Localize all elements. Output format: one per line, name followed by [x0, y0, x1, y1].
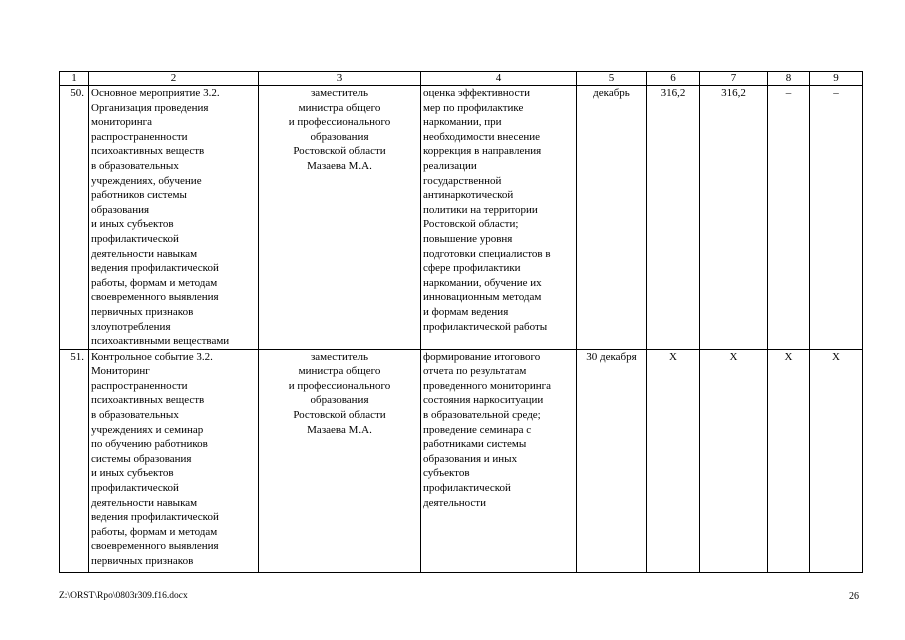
result-cell: оценка эффективности мер по профилактике наркомании, при необходимости внесение коррекция в направления реализации государственной антинаркотической политики на территории Ростовской области; повышение уровня подготовки специалистов в сфере профилактики наркомании, обучение их инновационным методам и формам ведения профилактической работы — [421, 86, 577, 350]
activity-cell: Контрольное событие 3.2. Мониторинг распространенности психоактивных веществ в образовательных учреждениях и семинар по обучению работников системы образования и иных субъектов профилактической деятельности навыкам ведения профилактической работы, формам и методам своевременного выявления первичных признаков — [89, 349, 259, 572]
table-header-row — [60, 72, 863, 86]
result-cell: формирование итогового отчета по результатам проведенного мониторинга состояния наркоситуации в образовательной среде; проведение семинара с работниками системы образования и иных субъектов профилактической деятельности — [421, 349, 577, 572]
header-cell: 6 — [647, 72, 700, 86]
col9-cell: Х — [810, 349, 863, 572]
col6-cell: Х — [647, 349, 700, 572]
table-row — [60, 86, 863, 350]
row-number: 50. — [60, 86, 89, 350]
header-cell: 9 — [810, 72, 863, 86]
col8-cell: Х — [768, 349, 810, 572]
col8-cell: – — [768, 86, 810, 350]
footer-file-path: Z:\ORST\Rpo\0803r309.f16.docx — [59, 591, 188, 601]
header-cell: 8 — [768, 72, 810, 86]
term-cell: декабрь — [577, 86, 647, 350]
row-number: 51. — [60, 349, 89, 572]
table-row — [60, 349, 863, 572]
header-cell: 2 — [89, 72, 259, 86]
term-cell: 30 декабря — [577, 349, 647, 572]
header-cell: 4 — [421, 72, 577, 86]
col6-cell: 316,2 — [647, 86, 700, 350]
header-cell: 3 — [259, 72, 421, 86]
page-number: 26 — [849, 591, 859, 602]
col7-cell: 316,2 — [700, 86, 768, 350]
header-cell: 1 — [60, 72, 89, 86]
measures-table — [59, 71, 863, 573]
responsible-cell: заместитель министра общего и профессионального образования Ростовской области Мазаева М.А. — [259, 86, 421, 350]
col7-cell: Х — [700, 349, 768, 572]
responsible-cell: заместитель министра общего и профессионального образования Ростовской области Мазаева М.А. — [259, 349, 421, 572]
activity-cell: Основное мероприятие 3.2. Организация проведения мониторинга распространенности психоактивных веществ в образовательных учреждениях, обучение работников системы образования и иных субъектов профилактической деятельности навыкам ведения профилактической работы, формам и методам своевременного выявления первичных признаков злоупотребления психоактивными веществами — [89, 86, 259, 350]
col9-cell: – — [810, 86, 863, 350]
header-cell: 5 — [577, 72, 647, 86]
header-cell: 7 — [700, 72, 768, 86]
